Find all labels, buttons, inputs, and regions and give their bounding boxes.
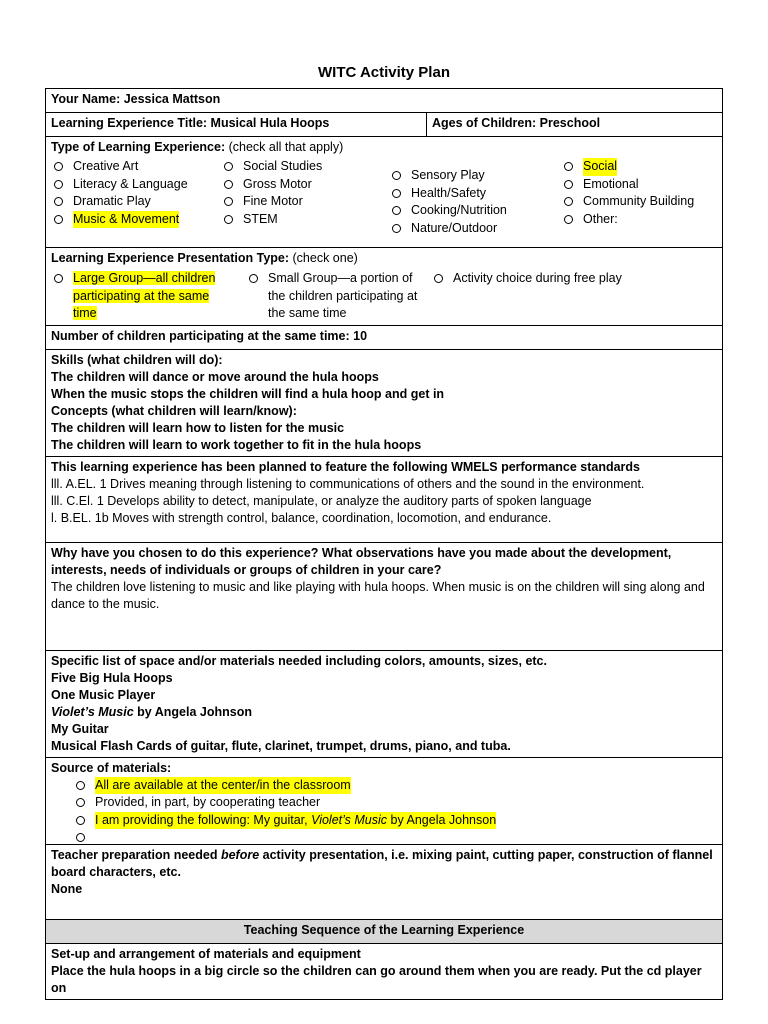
source-of-materials-section: Source of materials: All are available at the center/in the classroom Provided, in part, by cooperating teacher I am providing the following: My guitar, Violet’s Music by Angela Johnson [46, 757, 723, 845]
checkbox-literacy-language[interactable]: Literacy & Language [51, 176, 221, 194]
type-label: Type of Learning Experience: [51, 140, 226, 154]
radio-small-group[interactable]: Small Group—a portion of the children participating at the same time [246, 270, 431, 323]
skills-concepts-section[interactable]: Skills (what children will do): The children will dance or move around the hula hoops When the music stops the children will find a hula hoop and get in Concepts (what children will learn/know): The children will learn how to listen for the music The children will learn to work together to fit in the hula hoops [46, 349, 723, 456]
materials-section[interactable]: Specific list of space and/or materials needed including colors, amounts, sizes, etc. Five Big Hula Hoops One Music Player Violet’s Music by Angela Johnson My Guitar Musical Flash Cards of guitar, flute, clarinet, trumpet, drums, piano, and tuba. [46, 650, 723, 757]
circle-icon [564, 215, 573, 224]
circle-icon [392, 189, 401, 198]
learning-title-field[interactable]: Learning Experience Title: Musical Hula Hoops [46, 113, 427, 137]
circle-icon [392, 206, 401, 215]
circle-icon [54, 274, 63, 283]
radio-source-blank[interactable] [73, 829, 717, 842]
circle-icon [54, 162, 63, 171]
presentation-label: Learning Experience Presentation Type: [51, 251, 290, 265]
radio-source-teacher[interactable]: Provided, in part, by cooperating teacher [73, 794, 717, 812]
checkbox-other[interactable]: Other: [561, 211, 711, 229]
setup-section[interactable]: Set-up and arrangement of materials and equipment Place the hula hoops in a big circle so the children can go around them when you are ready. Put the cd player on [46, 944, 723, 1000]
circle-icon [76, 798, 85, 807]
checkbox-health-safety[interactable]: Health/Safety [389, 185, 561, 203]
circle-icon [54, 180, 63, 189]
why-answer: The children love listening to music and like playing with hula hoops. When music is on the children will sing along and dance to the music. [51, 579, 705, 611]
circle-icon [224, 197, 233, 206]
checkbox-creative-art[interactable]: Creative Art [51, 158, 221, 176]
radio-source-center[interactable]: All are available at the center/in the classroom [73, 777, 717, 795]
teacher-preparation-section[interactable]: Teacher preparation needed before activity presentation, i.e. mixing paint, cutting paper, construction of flannel board characters, etc. None [46, 845, 723, 920]
activity-plan-form [45, 88, 723, 1000]
document-title: WITC Activity Plan [318, 64, 450, 81]
type-note: (check all that apply) [225, 140, 344, 154]
checkbox-gross-motor[interactable]: Gross Motor [221, 176, 389, 194]
checkbox-community-building[interactable]: Community Building [561, 193, 711, 211]
presentation-note: (check one) [289, 251, 358, 265]
circle-icon [224, 215, 233, 224]
circle-icon [564, 197, 573, 206]
radio-free-play[interactable]: Activity choice during free play [431, 270, 691, 288]
teaching-sequence-header: Teaching Sequence of the Learning Experience [46, 920, 723, 944]
checkbox-fine-motor[interactable]: Fine Motor [221, 193, 389, 211]
circle-icon [54, 197, 63, 206]
checkbox-stem[interactable]: STEM [221, 211, 389, 229]
radio-source-providing[interactable]: I am providing the following: My guitar, Violet’s Music by Angela Johnson [73, 812, 717, 830]
radio-large-group[interactable]: Large Group—all children participating at the same time [51, 270, 246, 323]
circle-icon [76, 816, 85, 825]
circle-icon [249, 274, 258, 283]
checkbox-dramatic-play[interactable]: Dramatic Play [51, 193, 221, 211]
circle-icon [434, 274, 443, 283]
why-chosen-section[interactable] [46, 542, 723, 650]
type-of-experience-section [46, 137, 723, 248]
wmels-standards-section[interactable]: This learning experience has been planned to feature the following WMELS performance standards lll. A.EL. 1 Drives meaning through listening to communications of others and the sound in the environment. lll. C.El. 1 Develops ability to detect, manipulate, or analyze the auditory parts of spoken language l. B.EL. 1b Moves with strength control, balance, coordination, locomotion, and endurance. [46, 456, 723, 542]
checkbox-sensory-play[interactable]: Sensory Play [389, 167, 561, 185]
your-name-field[interactable]: Your Name: Jessica Mattson [46, 89, 723, 113]
checkbox-nature-outdoor[interactable]: Nature/Outdoor [389, 220, 561, 238]
checkbox-social-studies[interactable]: Social Studies [221, 158, 389, 176]
circle-icon [224, 162, 233, 171]
checkbox-social[interactable]: Social [561, 158, 711, 176]
number-of-children-field[interactable]: Number of children participating at the same time: 10 [46, 325, 723, 349]
ages-field[interactable]: Ages of Children: Preschool [427, 113, 723, 137]
checkbox-cooking-nutrition[interactable]: Cooking/Nutrition [389, 202, 561, 220]
checkbox-music-movement[interactable]: Music & Movement [51, 211, 221, 229]
circle-icon [392, 224, 401, 233]
checkbox-emotional[interactable]: Emotional [561, 176, 711, 194]
circle-icon [76, 833, 85, 842]
circle-icon [564, 162, 573, 171]
circle-icon [392, 171, 401, 180]
circle-icon [564, 180, 573, 189]
circle-icon [76, 781, 85, 790]
circle-icon [54, 215, 63, 224]
presentation-type-section [46, 248, 723, 326]
circle-icon [224, 180, 233, 189]
why-question: Why have you chosen to do this experience? What observations have you made about the development, interests, needs of individuals or groups of children in your care? [51, 545, 672, 577]
